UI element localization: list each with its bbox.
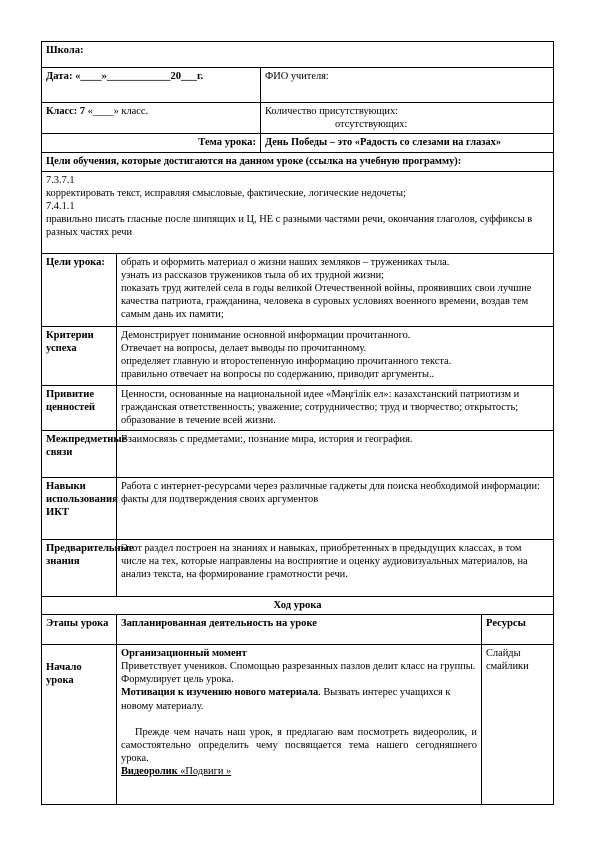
org-title: Организационный момент <box>121 647 247 659</box>
values-label: Привитие ценностей <box>42 385 117 430</box>
prior-content: Этот раздел построен на знаниях и навыках, приобретенных в предыдущих классах, в том числе на тех, которые направлены на восприятие и оценку аудиовизуальных материалов, на анализ текста, на формирование грамотности речи. <box>117 539 554 596</box>
stage-resources: Слайды смайлики <box>482 644 554 804</box>
learning-goals-heading: Цели обучения, которые достигаются на данном уроке (ссылка на учебную программу): <box>42 153 554 171</box>
date-field: Дата: «____»____________20___г. <box>42 68 261 103</box>
goal-line: узнать из рассказов тружеников тыла об их трудной жизни; <box>121 269 385 281</box>
teacher-field: ФИО учителя: <box>261 68 554 103</box>
col-activity: Запланированная деятельность на уроке <box>117 614 482 644</box>
class-label: Класс: 7 <box>46 106 86 117</box>
values-content: Ценности, основанные на национальной идее «Мәңгілік ел»: казахстанский патриотизм и гражданская ответственность; уважение; сотрудничество; труд и творчество; открытость; образование в течение всей жизни. <box>117 385 554 430</box>
video-line[interactable] <box>121 765 477 778</box>
interdisciplinary-content: Взаимосвязь с предметами:, познание мира, история и география. <box>117 430 554 477</box>
lesson-plan-table <box>41 41 554 805</box>
interdisciplinary-label: Межпредметные связи <box>42 430 117 477</box>
class-suffix: «____» класс. <box>85 106 149 117</box>
video-label: Видеоролик <box>121 766 181 778</box>
goal-code-2: 7.4.1.1 <box>46 201 75 213</box>
criteria-line: определяет главную и второстепенную информацию прочитанного текста. <box>121 356 452 368</box>
lesson-heading: Ход урока <box>42 596 554 614</box>
goal-code-1: 7.3.7.1 <box>46 174 75 186</box>
criteria-line: Отвечает на вопросы, делает выводы по прочитанному. <box>121 342 367 354</box>
stage-activity <box>117 644 482 804</box>
stage-label: Начало урока <box>42 644 117 804</box>
present-label: Количество присутствующих: <box>265 106 399 117</box>
org-text: Приветствует учеников. Спомощью разрезанных пазлов делит класс на группы. Формулирует цель урока. <box>121 661 476 686</box>
topic-label: Тема урока: <box>42 134 261 153</box>
col-resources: Ресурсы <box>482 614 554 644</box>
attendance-field <box>261 103 554 134</box>
absent-label: отсутствующих: <box>335 119 408 131</box>
goals-content <box>117 253 554 326</box>
motivation-line <box>121 686 477 712</box>
school-field: Школа: <box>42 42 554 68</box>
lesson-plan-page <box>41 41 553 805</box>
learning-goals-content <box>42 171 554 253</box>
goals-label: Цели урока: <box>42 253 117 326</box>
video-title: «Подвиги » <box>180 766 232 778</box>
motivation-title: Мотивация к изучению нового материала <box>121 687 319 699</box>
col-stages: Этапы урока <box>42 614 117 644</box>
goal-text-2: правильно писать гласные после шипящих и Ц, НЕ с разными частями речи, окончания глаголов, суффиксы в разных частях речи <box>46 214 533 239</box>
goal-line: обрать и оформить материал о жизни наших земляков – тружениках тыла. <box>121 256 450 268</box>
prior-label: Предварительные знания <box>42 539 117 596</box>
goal-line: показать труд жителей села в годы великой Отечественной войны, проявивших свои лучшие качества патриота, гражданина, человека в суровых условиях военного времени, воздав тем самым дань их памяти; <box>121 283 532 321</box>
ict-content: Работа с интернет-ресурсами через различные гаджеты для поиска необходимой информации: факты для подтверждения своих аргументов <box>117 477 554 539</box>
class-field <box>42 103 261 134</box>
criteria-line: правильно отвечает на вопросы по содержанию, приводит аргументы.. <box>121 369 435 381</box>
topic-value: День Победы – это «Радость со слезами на глазах» <box>261 134 554 153</box>
motivation-text: . Вызвать интерес учащихся к новому материалу. <box>121 687 451 712</box>
goal-text-1: корректировать текст, исправляя смысловые, фактические, логические недочеты; <box>46 187 406 199</box>
criteria-content <box>117 326 554 385</box>
intro-text: Прежде чем начать наш урок, я предлагаю вам посмотреть видеоролик, и самостоятельно определить чему посвящается тема нашего сегодняшнего урока. <box>121 726 477 765</box>
criteria-line: Демонстрирует понимание основной информации прочитанного. <box>121 329 411 341</box>
criteria-label: Критерии успеха <box>42 326 117 385</box>
ict-label: Навыки использования ИКТ <box>42 477 117 539</box>
